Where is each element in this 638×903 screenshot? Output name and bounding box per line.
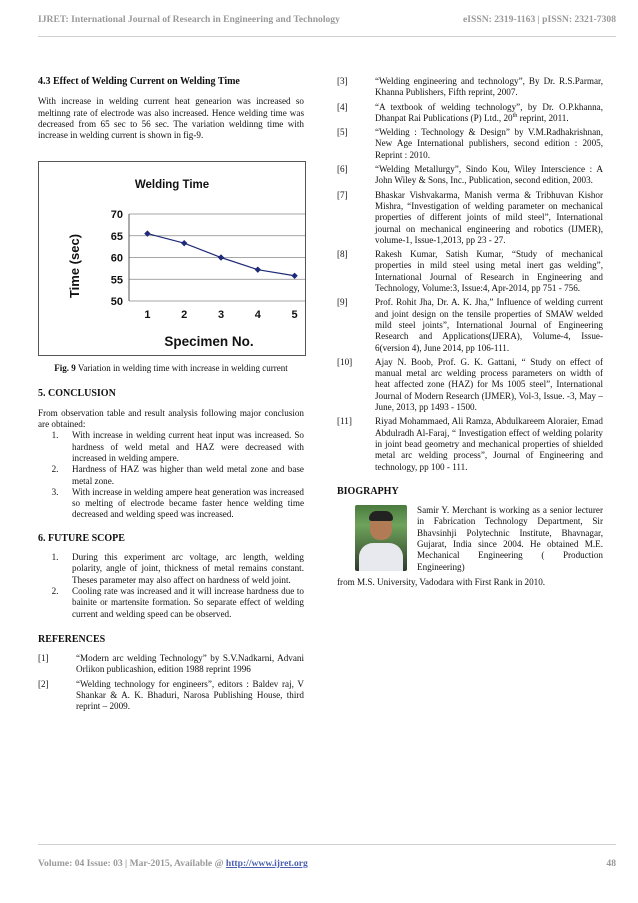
y-tick-label: 55 [110, 274, 123, 287]
header-rule [38, 36, 616, 37]
y-tick-label: 65 [110, 231, 123, 244]
page-header [38, 14, 616, 34]
biography-block [337, 505, 603, 577]
reference-item-text: “Modern arc welding Technology” by S.V.Nadkarni, Advani Orlikon publicashion, edition 1988 reprint 1996 [76, 653, 304, 675]
reference-item-number: [4] [337, 101, 348, 112]
reference-item-number: [11] [337, 416, 352, 427]
reference-item [337, 102, 603, 125]
future-scope-item-number: 1. [51, 552, 59, 563]
reference-item-text: Riyad Mohammaed, Ali Ramza, Abdulkareem Aloraier, Emad Abdulradh Al-Faraj, “ Investigation effect of welding polarity in joint bead geometry and mechanical properties of shielded metal arc welding process”, Journal of Engineering and technology, pp 100 - 111. [375, 416, 603, 472]
reference-item [337, 297, 603, 353]
reference-item-text: “Welding engineering and technology”, By Dr. R.S.Parmar, Khanna Publishers, Fifth reprint, 2007. [375, 76, 603, 98]
conclusion-item [38, 487, 304, 521]
reference-item-number: [8] [337, 249, 348, 260]
reference-item [337, 127, 603, 161]
conclusion-item-number: 1. [51, 430, 59, 441]
conclusion-intro: From observation table and result analysis following major conclusion are obtained: [38, 407, 304, 430]
reference-item [337, 190, 603, 246]
data-point [181, 240, 187, 246]
page-footer [38, 858, 616, 869]
biography-title: BIOGRAPHY [337, 485, 399, 497]
reference-item [337, 357, 603, 413]
references-title: REFERENCES [38, 633, 106, 645]
welding-time-chart [38, 161, 306, 356]
reference-item-text: “Welding : Technology & Design” by V.M.Radhakrishnan, New Age International publishers, second edition : 2005, Reprint : 2010. [375, 127, 603, 160]
future-scope-title: 6. FUTURE SCOPE [38, 532, 125, 544]
reference-item-number: [5] [337, 127, 348, 138]
page-number: 48 [606, 858, 616, 869]
future-scope-item-number: 2. [51, 585, 59, 596]
reference-item-text: Prof. Rohit Jha, Dr. A. K. Jha,” Influence of welding current and joint design on the tensile properties of SMAW welded mild steel joints”, International Journal of Engineering Research and Applications(IJERA), Volume-4, Issue-6(version 4), June 2014, pp 106-111. [375, 297, 603, 353]
conclusion-title: 5. CONCLUSION [38, 388, 116, 400]
reference-item-number: [10] [337, 356, 353, 367]
future-scope-item [38, 552, 304, 586]
chart-xlabel: Specimen No. [164, 334, 254, 350]
reference-item-number: [2] [38, 678, 49, 689]
reference-item [38, 679, 304, 713]
left-column [38, 76, 304, 716]
biography-text: Samir Y. Merchant is working as a senior lecturer in Fabrication Technology Department, Sir Bhavsinhji Polytechnic Institute, Bhavnagar, Gujarat, India since 2004. He obtained M.E. Mechanical Engineering ( Production Engineering) [417, 505, 603, 572]
reference-item-number: [9] [337, 297, 348, 308]
reference-item [337, 416, 603, 472]
reference-item [337, 164, 603, 187]
section-4-3-body: With increase in welding current heat genearion was increased so meltinng rate of electrode was also increased. Hence welding time was decreased from 65 sec to 56 sec. The variation weldinng time with increase in welding current is shown in fig-9. [38, 96, 304, 141]
right-column [337, 76, 603, 588]
reference-item-text: “Welding Metallurgy”, Sindo Kou, Wiley Interscience : A John Wiley & Sons, Inc., Publication, second edition, 2003. [375, 164, 603, 186]
future-scope-item-text: During this experiment arc voltage, arc length, welding polarity, angle of joint, thickness of metal remains constant. Theses parameter may also affect on hardness of weld joint. [72, 552, 304, 585]
x-tick-label: 5 [291, 309, 298, 322]
data-point [218, 255, 224, 261]
future-scope-item [38, 586, 304, 620]
future-scope-item-text: Cooling rate was increased and it will increase hardness due to bainite or martensite formation. So separate effect of welding current and welding speed can be observed. [72, 585, 304, 619]
y-tick-label: 60 [110, 252, 123, 265]
data-point [255, 267, 261, 273]
x-tick-label: 1 [144, 309, 151, 322]
conclusion-item [38, 464, 304, 487]
y-tick-label: 70 [110, 209, 123, 222]
author-photo [355, 505, 407, 571]
reference-item-number: [1] [38, 653, 49, 664]
footer-rule [38, 844, 616, 845]
reference-item-text: “Welding technology for engineers”, editors : Baldev raj, V Shankar & A. K. Bhaduri, Narosa Publishing House, third reprint – 2009. [76, 678, 304, 712]
conclusion-item-text: Hardness of HAZ was higher than weld metal zone and base metal zone. [72, 464, 304, 486]
conclusion-item-text: With increase in welding current heat input was increased. So hardness of weld metal and HAZ were decreased with increased in welding ampere. [72, 430, 304, 463]
reference-item-number: [7] [337, 189, 348, 200]
issn: eISSN: 2319-1163 | pISSN: 2321-7308 [463, 14, 616, 25]
chart-ylabel: Time (sec) [67, 234, 82, 299]
x-tick-label: 4 [254, 309, 261, 322]
reference-item [337, 76, 603, 99]
references-list-left [38, 653, 304, 712]
reference-item [38, 653, 304, 676]
conclusion-list [38, 430, 304, 520]
chart-svg [39, 162, 305, 355]
chart-title: Welding Time [134, 179, 210, 192]
figure-caption [38, 363, 304, 374]
reference-item-number: [3] [337, 76, 348, 86]
conclusion-item-number: 3. [51, 486, 59, 497]
reference-item-text: Bhaskar Vishvakarma, Manish verma & Tribhuvan Kishor Mishra, “Investigation of welding parameter on mechanical properties of different joints of mild steel”, International journal on mechanical engineering and robotics (IJMER), volume-1, Issue-1,2013, pp 23 - 27. [375, 189, 603, 245]
reference-item-text: “A textbook of welding technology”, by Dr. O.P.khanna, Dhanpat Rai Publications (P) Ltd., 20th reprint, 2011. [375, 101, 603, 123]
x-tick-label: 3 [217, 309, 225, 322]
conclusion-item [38, 430, 304, 464]
references-list-right [337, 76, 603, 473]
y-tick-label: 50 [110, 296, 123, 309]
data-point [291, 273, 297, 279]
journal-link[interactable]: http://www.ijret.org [225, 858, 308, 869]
conclusion-item-number: 2. [51, 464, 59, 475]
conclusion-item-text: With increase in welding ampere heat generation was increased so melting of electrode became faster hence welding time decreased and welding speed was increased. [72, 486, 304, 520]
x-tick-label: 2 [181, 309, 188, 322]
figure-label: Fig. 9 [54, 363, 76, 374]
future-scope-list [38, 552, 304, 620]
biography-text-cont: from M.S. University, Vadodara with First Rank in 2010. [337, 577, 546, 588]
reference-item-text: Ajay N. Boob, Prof. G. K. Gattani, “ Study on effect of manual metal arc welding process parameters on width of heat affected zone (HAZ) for Ms 1005 steel”, International Journal of Modern Research (IJMER), Vol-3, Issue. -3, May – June, 2013, pp 1493 - 1500. [375, 356, 603, 413]
footer-volume: Volume: 04 Issue: 03 | Mar-2015, Available @ [38, 858, 226, 869]
section-4-3-title: 4.3 Effect of Welding Current on Welding Time [38, 76, 240, 87]
journal-name: IJRET: International Journal of Research in Engineering and Technology [38, 14, 340, 25]
reference-item [337, 249, 603, 294]
reference-item-number: [6] [337, 164, 348, 175]
figure-caption-text: Variation in welding time with increase in welding current [77, 363, 288, 374]
chart-plot-area [111, 209, 305, 321]
reference-item-text: Rakesh Kumar, Satish Kumar, “Study of mechanical properties in mild steel using metal inert gas welding”, International Journal of Research in Engineering and Technology, Volume:3, Issue:4, Apr-2014, pp 751 - 756. [375, 249, 603, 294]
